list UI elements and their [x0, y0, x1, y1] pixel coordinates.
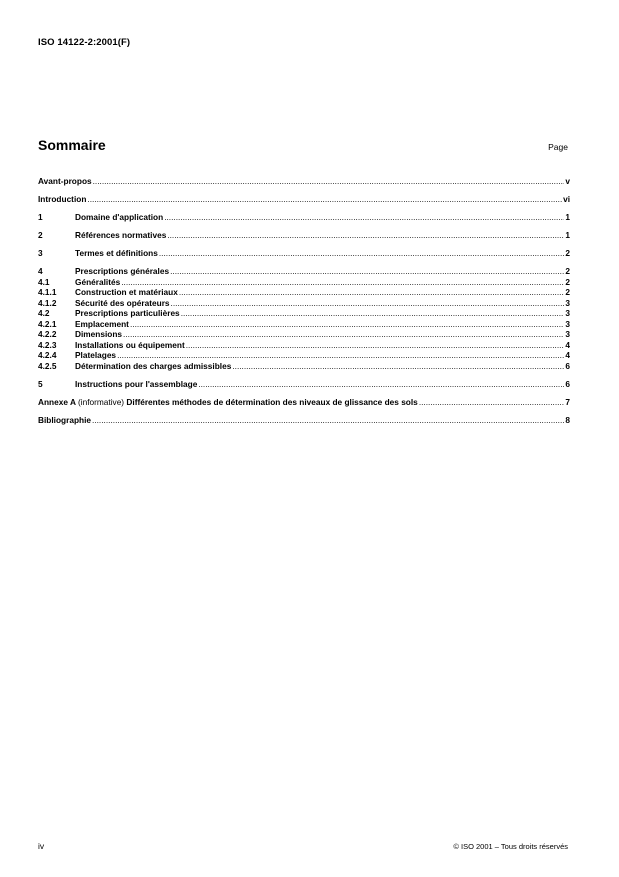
toc-dot-leader [186, 340, 565, 351]
toc-entry-page: 4 [565, 339, 570, 350]
toc-entry[interactable] [38, 350, 570, 361]
toc-entry-label: Platelages [75, 350, 117, 360]
toc-entry-page: 2 [565, 276, 570, 287]
toc-entry[interactable] [38, 379, 570, 390]
page-number: iv [38, 841, 45, 851]
toc-dot-leader [117, 350, 564, 361]
toc-entry-number: 4.2.2 [38, 329, 57, 339]
toc-entry-label: Domaine d'application [75, 212, 164, 222]
toc-entry-number: 1 [38, 212, 43, 222]
toc-entry-page: 8 [565, 414, 570, 425]
toc-entry-number: 4.2 [38, 308, 50, 318]
toc-dot-leader [171, 298, 565, 309]
toc-entry-label: Instructions pour l'assemblage [75, 378, 198, 389]
toc-entry[interactable] [38, 287, 570, 298]
toc-dot-leader [87, 194, 562, 205]
toc-entry[interactable] [38, 277, 570, 288]
toc-entry-label: Références normatives [75, 230, 167, 240]
toc-entry-label: Prescriptions générales [75, 266, 170, 276]
toc-dot-leader [92, 415, 564, 426]
toc-entry[interactable] [38, 230, 570, 241]
toc-entry-page: v [565, 176, 570, 186]
toc-entry-label: Introduction [38, 194, 87, 204]
toc-entry-label: Emplacement [75, 318, 129, 329]
toc-entry-page: 2 [565, 266, 570, 276]
toc-dot-leader [130, 319, 564, 330]
toc-dot-leader [232, 361, 564, 372]
toc-entry[interactable] [38, 308, 570, 319]
toc-entry-page: 2 [565, 287, 570, 297]
toc-entry-page: 6 [565, 360, 570, 371]
table-of-contents [38, 176, 570, 425]
toc-entry[interactable] [38, 176, 570, 187]
toc-entry-number: 2 [38, 230, 43, 240]
toc-entry[interactable] [38, 340, 570, 351]
toc-entry-page: vi [563, 194, 570, 204]
toc-entry-page: 1 [565, 230, 570, 240]
toc-entry-label: Installations ou équipement [75, 339, 185, 350]
toc-entry-number: 4.1 [38, 276, 50, 287]
toc-dot-leader [198, 379, 564, 390]
toc-dot-leader [167, 230, 564, 241]
toc-dot-leader [93, 176, 565, 187]
toc-entry-number: 4.2.4 [38, 350, 57, 360]
toc-entry-page: 3 [565, 297, 570, 308]
toc-dot-leader [123, 329, 564, 340]
toc-entry-number: 4.2.5 [38, 360, 57, 371]
toc-entry-page: 3 [565, 308, 570, 318]
toc-entry[interactable] [38, 298, 570, 309]
toc-entry-label: Dimensions [75, 329, 123, 339]
toc-entry[interactable] [38, 248, 570, 259]
toc-dot-leader [164, 212, 564, 223]
toc-entry[interactable] [38, 329, 570, 340]
page-column-label: Page [548, 142, 568, 152]
toc-entry[interactable] [38, 266, 570, 277]
copyright-notice: © ISO 2001 – Tous droits réservés [453, 842, 568, 851]
toc-entry-label: Prescriptions particulières [75, 308, 180, 318]
toc-dot-leader [181, 308, 565, 319]
toc-entry-page: 1 [565, 212, 570, 222]
toc-entry-number: 4.1.1 [38, 287, 57, 297]
toc-entry-number: 4.2.3 [38, 339, 57, 350]
toc-entry-number: 4 [38, 266, 43, 276]
document-id-header: ISO 14122-2:2001(F) [38, 37, 131, 48]
toc-dot-leader [121, 277, 564, 288]
toc-dot-leader [170, 266, 564, 277]
toc-entry-number: 3 [38, 248, 43, 258]
toc-entry-label: Avant-propos [38, 176, 92, 186]
toc-entry[interactable] [38, 361, 570, 372]
toc-entry[interactable] [38, 212, 570, 223]
toc-entry-page: 4 [565, 350, 570, 360]
toc-entry[interactable] [38, 194, 570, 205]
toc-entry-label: Sécurité des opérateurs [75, 297, 170, 308]
toc-entry-number: 5 [38, 378, 43, 389]
toc-entry-label: Termes et définitions [75, 248, 158, 258]
toc-entry[interactable] [38, 319, 570, 330]
toc-entry-number: 4.2.1 [38, 318, 57, 329]
toc-entry-annex[interactable] [38, 397, 570, 408]
contents-title: Sommaire [38, 137, 106, 153]
toc-annex-label [38, 397, 418, 408]
toc-entry-page: 3 [565, 318, 570, 329]
toc-entry-page: 3 [565, 329, 570, 339]
toc-entry-label: Bibliographie [38, 414, 92, 425]
toc-entry-page: 6 [565, 378, 570, 389]
toc-entry-number: 4.1.2 [38, 297, 57, 308]
toc-entry-bibliography[interactable] [38, 415, 570, 426]
toc-entry-label: Construction et matériaux [75, 287, 178, 297]
toc-annex-title: Différentes méthodes de détermination des niveaux de glissance des sols [126, 396, 418, 407]
toc-annex-note: (informative) [77, 396, 125, 407]
toc-entry-page: 2 [565, 248, 570, 258]
toc-entry-page: 7 [565, 396, 570, 407]
toc-entry-label: Détermination des charges admissibles [75, 360, 232, 371]
toc-annex-prefix: Annexe A [38, 396, 76, 407]
toc-dot-leader [179, 287, 565, 298]
toc-entry-label: Généralités [75, 276, 121, 287]
toc-dot-leader [419, 397, 565, 408]
toc-dot-leader [159, 248, 565, 259]
